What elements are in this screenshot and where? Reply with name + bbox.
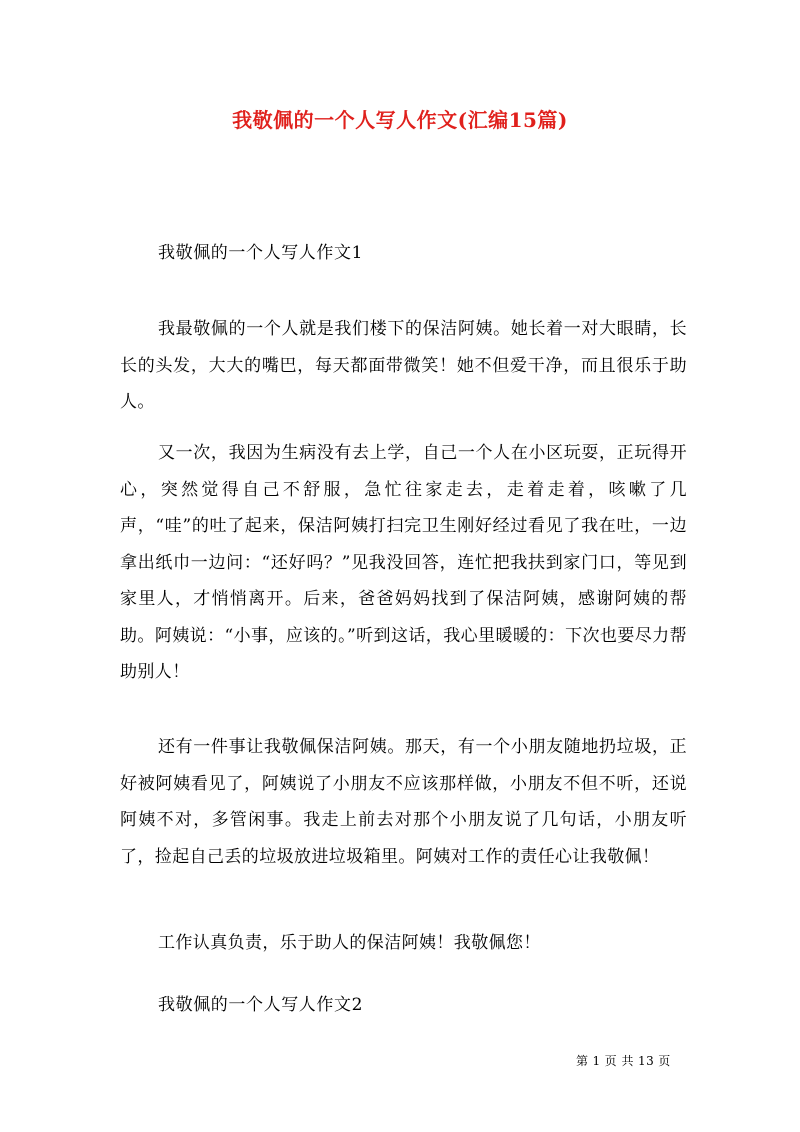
footer-page-current: 1 [592, 1054, 601, 1068]
section-heading-1: 我敬佩的一个人写人作文1 [158, 243, 364, 263]
paragraph-2: 又一次，我因为生病没有去上学，自己一个人在小区玩耍，正玩得开心，突然觉得自己不舒服，急忙往家走去，走着走着，咳嗽了几声，“哇”的吐了起来，保洁阿姨打扫完卫生刚好经过看见了我在吐，一边拿出纸巾一边问：“还好吗？”见我没回答，连忙把我扶到家门口，等见到家里人，才悄悄离开。后来，爸爸妈妈找到了保洁阿姨，感谢阿姨的帮助。阿姨说：“小事，应该的。”听到这话，我心里暖暖的：下次也要尽力帮助别人！ [120, 443, 687, 682]
paragraph-3: 还有一件事让我敬佩保洁阿姨。那天，有一个小朋友随地扔垃圾，正好被阿姨看见了，阿姨说了小朋友不应该那样做，小朋友不但不听，还说阿姨不对，多管闲事。我走上前去对那个小朋友说了几句话，小朋友听了，捡起自己丢的垃圾放进垃圾箱里。阿姨对工作的责任心让我敬佩！ [120, 737, 687, 867]
footer-suffix: 页 [658, 1054, 671, 1068]
document-title: 我敬佩的一个人写人作文(汇编15篇) [232, 108, 568, 132]
paragraph-1: 我最敬佩的一个人就是我们楼下的保洁阿姨。她长着一对大眼睛，长长的头发，大大的嘴巴，每天都面带微笑！她不但爱干净，而且很乐于助人。 [120, 319, 687, 412]
page-footer [576, 1052, 675, 1069]
footer-prefix: 第 [576, 1054, 589, 1068]
footer-mid: 页 共 [604, 1054, 634, 1068]
section-heading-2: 我敬佩的一个人写人作文2 [158, 995, 364, 1015]
paragraph-4: 工作认真负责，乐于助人的保洁阿姨！我敬佩您！ [158, 933, 541, 953]
footer-page-total: 13 [637, 1054, 655, 1068]
